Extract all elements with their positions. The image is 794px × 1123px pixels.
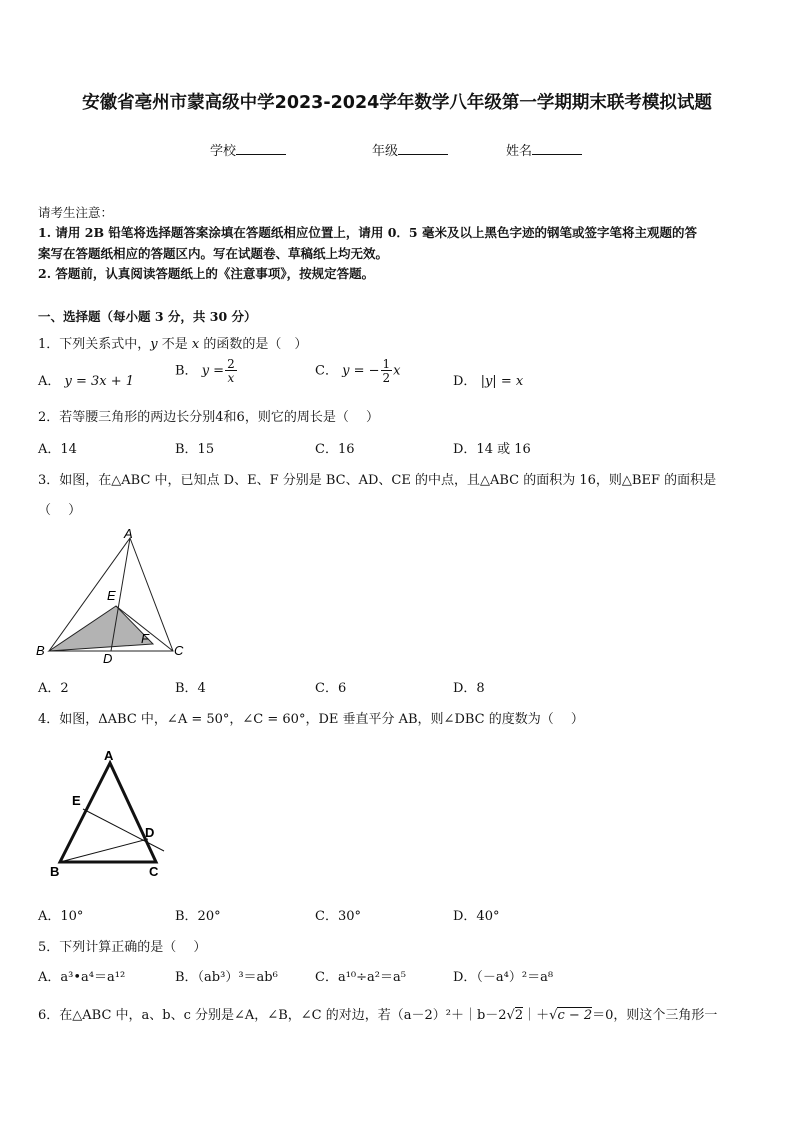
q1-stem bbox=[38, 333, 307, 352]
q1-option-c-lhs: y = − bbox=[342, 363, 380, 379]
q5-option-d: D．（－a⁴）²＝a⁸ bbox=[453, 970, 554, 985]
q5-option-a: A．a³•a⁴＝a¹² bbox=[38, 970, 126, 985]
q1-option-a-expr: y = 3x + 1 bbox=[64, 374, 135, 389]
q4-option-a: A．10° bbox=[38, 909, 84, 924]
q1-stem-text: 1．下列关系式中， bbox=[38, 337, 151, 352]
q4-label-b: B bbox=[50, 864, 60, 879]
q3-triangle-figure bbox=[30, 524, 200, 670]
q6-stem-text-3: ＝0，则这个三角形一 bbox=[592, 1008, 718, 1023]
q4-option-c: C．30° bbox=[315, 909, 361, 924]
q3-label-c: C bbox=[174, 643, 184, 658]
q1-stem-text-2: 不是 bbox=[157, 337, 192, 352]
q1-option-a bbox=[38, 370, 134, 389]
q2-option-c: C．16 bbox=[315, 442, 355, 457]
q1-option-b-lhs: y = bbox=[201, 363, 225, 379]
q1-option-b bbox=[175, 358, 238, 384]
q1-option-c-numerator: 1 bbox=[382, 357, 391, 371]
q1-var-x: x bbox=[191, 337, 200, 352]
name-label: 姓名 bbox=[506, 144, 533, 159]
q1-option-d-expr: |y| = x bbox=[480, 374, 524, 389]
q6-stem bbox=[38, 1004, 717, 1023]
school-blank bbox=[236, 142, 286, 155]
grade-label: 年级 bbox=[372, 144, 399, 159]
q5-option-b: B．（ab³）³＝ab⁶ bbox=[175, 970, 278, 985]
q3-label-d: D bbox=[103, 651, 113, 666]
q3-stem-line-1: 3．如图，在△ABC 中，已知点 D、E、F 分别是 BC、AD、CE 的中点，且△ABC 的面积为 16，则△BEF 的面积是 bbox=[38, 473, 717, 488]
q1-option-c-rhs: x bbox=[393, 363, 401, 379]
q1-option-b-fraction bbox=[225, 358, 237, 384]
q4-segment-bd bbox=[60, 839, 148, 862]
q3-option-c: C．6 bbox=[315, 681, 347, 696]
page-title: 安徽省亳州市蒙高级中学2023-2024学年数学八年级第一学期期末联考模拟试题 bbox=[82, 93, 712, 113]
q4-label-a: A bbox=[104, 748, 114, 763]
q1-option-b-denominator: x bbox=[227, 371, 235, 385]
notice-line-2: 案写在答题纸相应的答题区内。写在试题卷、草稿纸上均无效。 bbox=[38, 246, 389, 261]
name-blank bbox=[532, 142, 582, 155]
grade-blank bbox=[398, 142, 448, 155]
q2-option-d: D．14 或 16 bbox=[453, 442, 531, 457]
q4-triangle-figure bbox=[44, 745, 174, 880]
notice-heading: 请考生注意： bbox=[38, 205, 114, 220]
q6-stem-text: 6．在△ABC 中，a、b、c 分别是∠A，∠B，∠C 的对边，若（a－2）²＋｜b－2 bbox=[38, 1008, 507, 1023]
school-label: 学校 bbox=[210, 144, 237, 159]
q4-option-d: D．40° bbox=[453, 909, 500, 924]
q1-option-c-label: C． bbox=[315, 363, 338, 379]
q4-label-c: C bbox=[149, 864, 159, 879]
q3-label-b: B bbox=[36, 643, 45, 658]
q2-option-a: A．14 bbox=[38, 442, 77, 457]
q4-option-b: B．20° bbox=[175, 909, 221, 924]
notice-line-1: 1. 请用 2B 铅笔将选择题答案涂填在答题纸相应位置上，请用 0．5 毫米及以上黑色字迹的钢笔或签字笔将主观题的答 bbox=[38, 225, 697, 240]
q1-option-d bbox=[453, 370, 523, 389]
q3-option-d: D．8 bbox=[453, 681, 485, 696]
notice-line-3: 2. 答题前，认真阅读答题纸上的《注意事项》，按规定答题。 bbox=[38, 266, 375, 281]
q3-stem-line-2: （ ） bbox=[38, 503, 82, 518]
q3-option-a: A．2 bbox=[38, 681, 69, 696]
grade-field bbox=[372, 140, 448, 159]
q1-option-b-label: B． bbox=[175, 363, 198, 379]
q5-option-c: C．a¹⁰÷a²＝a⁵ bbox=[315, 970, 406, 985]
q3-label-e: E bbox=[107, 588, 116, 603]
q5-stem: 5．下列计算正确的是（ ） bbox=[38, 940, 207, 955]
q4-stem: 4．如图，ΔABC 中，∠A = 50°，∠C = 60°，DE 垂直平分 AB，则∠DBC 的度数为（ ） bbox=[38, 712, 584, 727]
q1-stem-text-3: 的函数的是（ ） bbox=[199, 337, 308, 352]
q1-option-d-label: D． bbox=[453, 374, 477, 389]
section-heading: 一、选择题（每小题 3 分，共 30 分） bbox=[38, 309, 257, 324]
q6-sqrt-2: √2 bbox=[506, 1008, 524, 1023]
q1-option-c-fraction bbox=[381, 358, 393, 384]
q3-label-f: F bbox=[141, 631, 149, 646]
q2-option-b: B．15 bbox=[175, 442, 215, 457]
q1-option-b-numerator: 2 bbox=[227, 357, 235, 371]
school-field bbox=[210, 140, 286, 159]
q1-option-c bbox=[315, 358, 400, 384]
q4-label-d: D bbox=[145, 825, 155, 840]
q6-stem-text-2: ｜＋ bbox=[523, 1008, 550, 1023]
q6-radicand-c: c − 2 bbox=[557, 1008, 593, 1023]
name-field bbox=[506, 140, 582, 159]
q1-option-c-denominator: 2 bbox=[382, 371, 391, 385]
q6-sqrt-c-minus-2: √c − 2 bbox=[549, 1008, 593, 1023]
q4-label-e: E bbox=[72, 793, 81, 808]
q3-label-a: A bbox=[124, 526, 133, 541]
q2-stem: 2．若等腰三角形的两边长分别4和6，则它的周长是（ ） bbox=[38, 410, 379, 425]
q6-radicand-2: 2 bbox=[514, 1008, 524, 1023]
q1-option-a-label: A． bbox=[38, 374, 61, 389]
q3-option-b: B．4 bbox=[175, 681, 206, 696]
q1-var-y: y bbox=[150, 337, 158, 352]
q4-triangle-abc bbox=[60, 763, 156, 862]
